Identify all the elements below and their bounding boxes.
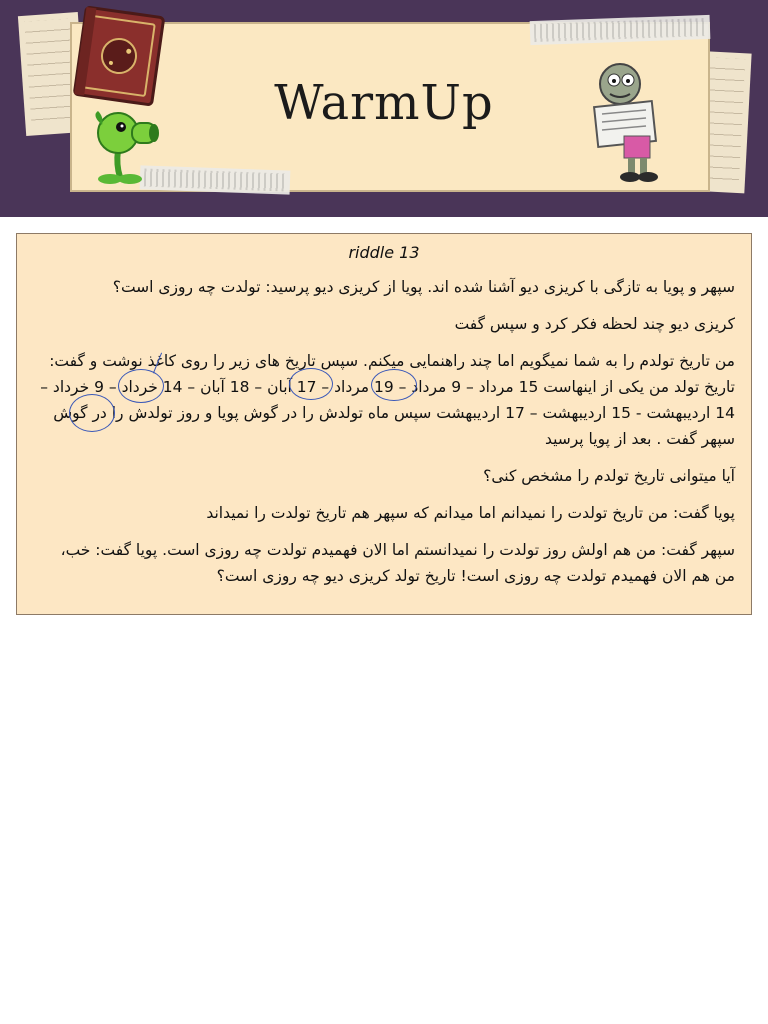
riddle-card [16, 233, 752, 615]
riddle-paragraph-sepehr-answer: سپهر گفت: من هم اولش روز تولدت را نمیدانستم اما الان فهمیدم تولدت چه روزی است. پویا گفت: خب، من هم الان فهمیدم تولدت چه روزی است! تاریخ تولد کریزی دیو چه روزی است؟ [60, 541, 735, 585]
riddle-title: riddle 13 [348, 243, 420, 262]
zombie-reading-newspaper-icon [580, 60, 690, 185]
header-banner [0, 0, 768, 217]
riddle-paragraph-pouya-answer: پویا گفت: من تاریخ تولدت را نمیدانم اما میدانم که سپهر هم تاریخ تولدت را نمیداند [206, 504, 735, 522]
peashooter-plant-icon [88, 105, 168, 185]
riddle-body [37, 274, 735, 600]
riddle-paragraph-intro: سپهر و پویا به تازگی با کریزی دیو آشنا شده اند. پویا از کریزی دیو پرسید: تولدت چه روزی است؟ [112, 278, 735, 296]
riddle-paragraph-question: آیا میتوانی تاریخ تولدم را مشخص کنی؟ [483, 467, 735, 485]
spell-book-icon [70, 2, 169, 109]
riddle-paragraph-dates-list: من تاریخ تولدم را به شما نمیگویم اما چند راهنمایی میکنم. سپس تاریخ های زیر را روی کاغذ نوشت و گفت: تاریخ تولد من یکی از اینهاست 15 مرداد – 9 مرداد – 19 مرداد – 17 آبان – 18 آبان – 14 خرداد – 9 خرداد – 14 اردیبهشت - 15 اردیبهشت – 17 اردیبهشت سپس ماه تولدش را در گوش پویا و روز تولدش را در گوش سپهر گفت . بعد از پویا پرسید [40, 352, 735, 448]
riddle-paragraph-dave-thinks: کریزی دیو چند لحظه فکر کرد و سپس گفت [454, 315, 735, 333]
page-title: WarmUp [274, 75, 494, 131]
